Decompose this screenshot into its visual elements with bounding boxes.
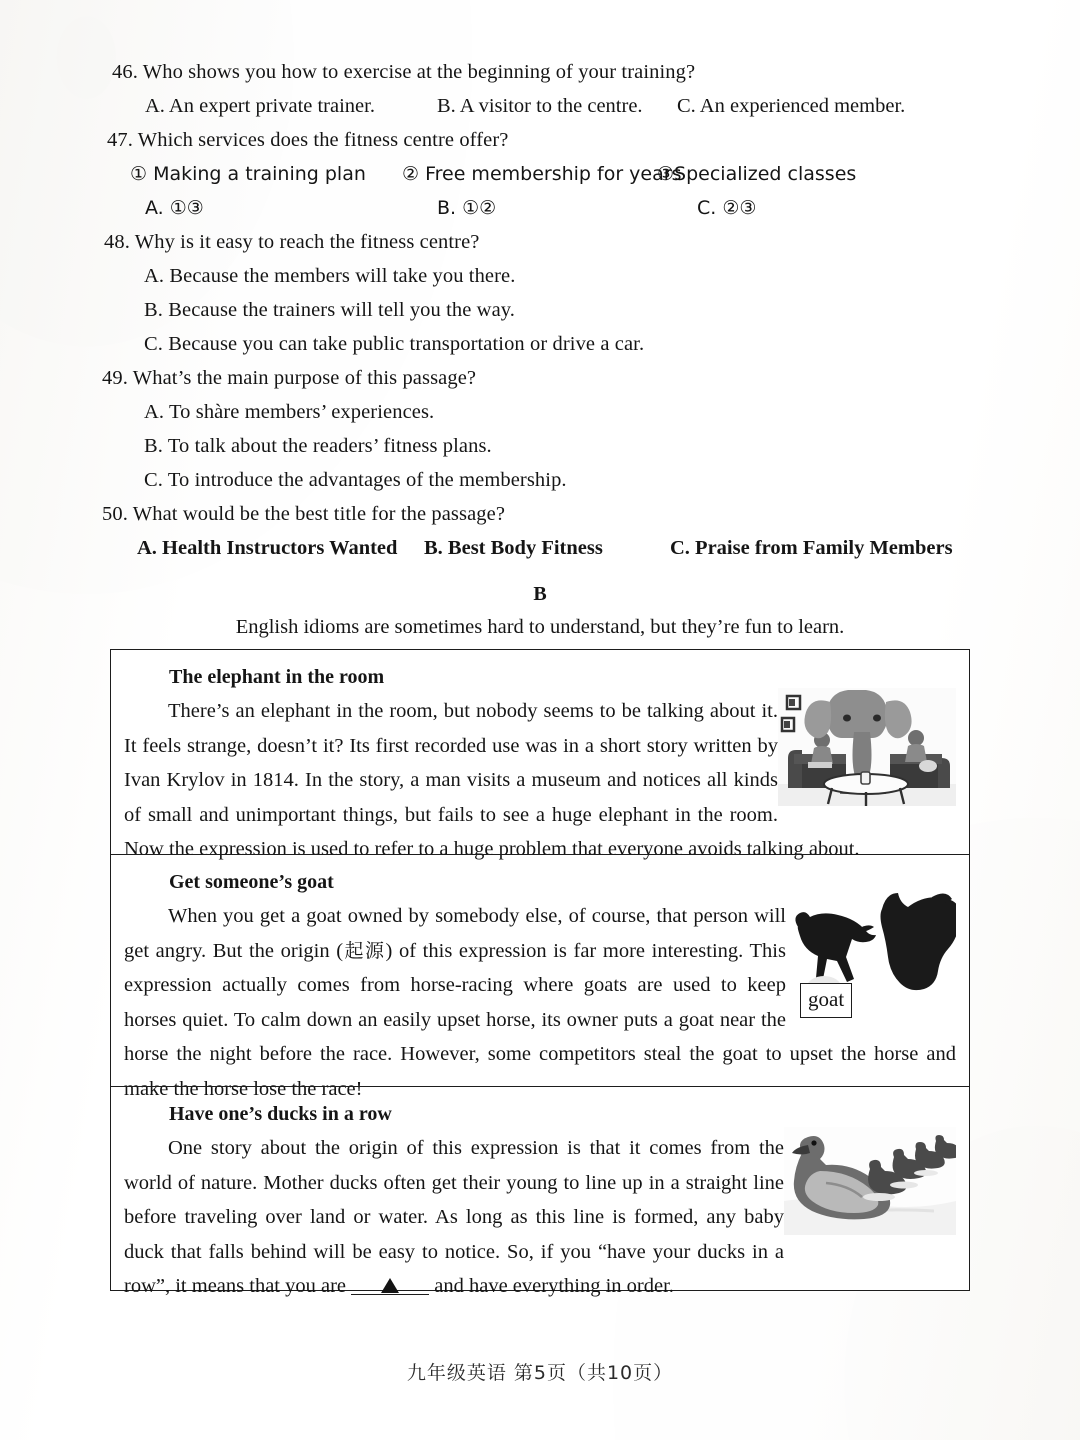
question-49-option-c[interactable]: C. To introduce the advantages of the membership. <box>144 469 567 491</box>
question-50-option-c-label: C. Praise from Family Members <box>670 537 953 559</box>
idiom-gloss-goat: 起源 <box>343 939 386 962</box>
elephant-in-living-room-icon <box>778 688 956 806</box>
question-47-item-3: ③Specialized classes <box>657 163 857 185</box>
question-48-option-b[interactable]: B. Because the trainers will tell you the way. <box>144 299 516 321</box>
section-b-intro: English idioms are sometimes hard to understand, but they’re fun to learn. <box>235 616 845 638</box>
question-47-stem <box>107 123 972 157</box>
multiple-choice-block <box>102 55 972 565</box>
idiom-title-elephant: The elephant in the room <box>169 666 385 688</box>
answer-blank[interactable] <box>351 1272 429 1295</box>
question-50-option-c[interactable] <box>670 531 953 565</box>
question-46-options <box>112 89 972 123</box>
question-50-option-b-label: B. Best Body Fitness <box>424 537 603 559</box>
question-50-stem <box>102 497 972 531</box>
question-50-option-b[interactable] <box>424 531 603 565</box>
question-47-option-c[interactable]: C. ②③ <box>697 197 757 219</box>
question-49-number: 49. <box>102 367 128 389</box>
question-47-option-b[interactable]: B. ①② <box>437 197 497 219</box>
idiom-cell-ducks <box>111 1086 969 1297</box>
question-47-options <box>112 191 972 225</box>
question-47-item-2: ② Free membership for years <box>402 163 682 185</box>
question-49-stem <box>102 361 972 395</box>
triangle-marker-icon <box>381 1278 399 1293</box>
question-46-stem <box>112 55 972 89</box>
page-footer: 九年级英语 第5页（共10页） <box>406 1362 674 1384</box>
question-50-text: What would be the best title for the passage? <box>132 503 506 525</box>
question-46-option-c[interactable]: C. An experienced member. <box>677 95 906 117</box>
idiom-body-ducks-after: and have everything in order. <box>429 1275 674 1297</box>
question-47-item-1: ① Making a training plan <box>130 163 366 185</box>
question-49-text: What’s the main purpose of this passage? <box>132 367 477 389</box>
question-46-text: Who shows you how to exercise at the beginning of your training? <box>142 61 696 83</box>
question-47-text: Which services does the fitness centre offer? <box>137 129 509 151</box>
question-50-option-a-label: A. Health Instructors Wanted <box>137 537 398 559</box>
question-48-option-a[interactable]: A. Because the members will take you there. <box>144 265 516 287</box>
question-47-items <box>112 157 972 191</box>
question-46-option-a[interactable]: A. An expert private trainer. <box>145 95 375 117</box>
section-b-letter: B <box>533 583 547 605</box>
idiom-body-goat-before: When you get a goat owned by somebody else, of course, that person will get angry. But the origin ( <box>124 905 786 962</box>
idiom-title-ducks: Have one’s ducks in a row <box>169 1103 392 1125</box>
goat-image-label: goat <box>800 983 852 1018</box>
question-48-option-c[interactable]: C. Because you can take public transportation or drive a car. <box>144 333 645 355</box>
idiom-cell-elephant <box>111 650 969 860</box>
question-49-option-b[interactable]: B. To talk about the readers’ fitness plans. <box>144 435 492 457</box>
question-48-stem <box>104 225 972 259</box>
question-48-number: 48. <box>104 231 130 253</box>
idiom-body-goat-after: ) of this expression is far more interesting. This expression actually comes from horse-racing where goats are used to keep horses quiet. To calm down an easily upset horse, its owner puts a goat near the horse the night before the race. However, some competitors steal the goat to upset the horse and make the horse lose the race! <box>124 939 956 1100</box>
idiom-body-ducks-before: One story about the origin of this expression is that it comes from the world of nature. Mother ducks often get their young to line up in a straight line before traveling over land or water. As long as this line is formed, any baby duck that falls behind will be easy to notice. So, if you “have your ducks in a row”, it means that you are <box>124 1137 784 1297</box>
ducks-in-a-row-icon <box>784 1127 956 1235</box>
idiom-title-goat: Get someone’s goat <box>169 871 334 893</box>
question-46-option-b[interactable]: B. A visitor to the centre. <box>437 95 643 117</box>
idioms-box <box>110 649 970 1297</box>
elephant-image <box>778 688 956 806</box>
idiom-cell-goat <box>111 854 969 1100</box>
question-50-options <box>112 531 972 565</box>
question-50-option-a[interactable] <box>137 531 397 565</box>
question-47-number: 47. <box>107 129 133 151</box>
question-48-text: Why is it easy to reach the fitness centre? <box>134 231 480 253</box>
ducks-image <box>784 1127 956 1235</box>
question-46-number: 46. <box>112 61 138 83</box>
question-47-option-a[interactable]: A. ①③ <box>145 197 204 219</box>
idiom-body-elephant: There’s an elephant in the room, but nobody seems to be talking about it. It feels strange, doesn’t it? Its first recorded use was in a short story written by Ivan Krylov in 1814. In the story, a man visits a museum and notices all kinds of small and unimportant things, but fails to see a huge elephant in the room. Now the expression is used to refer to a huge problem that everyone avoids talking about. <box>124 700 860 860</box>
question-49-option-a[interactable]: A. To shàre members’ experiences. <box>144 401 435 423</box>
question-50-number: 50. <box>102 503 128 525</box>
goat-image <box>786 891 956 1037</box>
